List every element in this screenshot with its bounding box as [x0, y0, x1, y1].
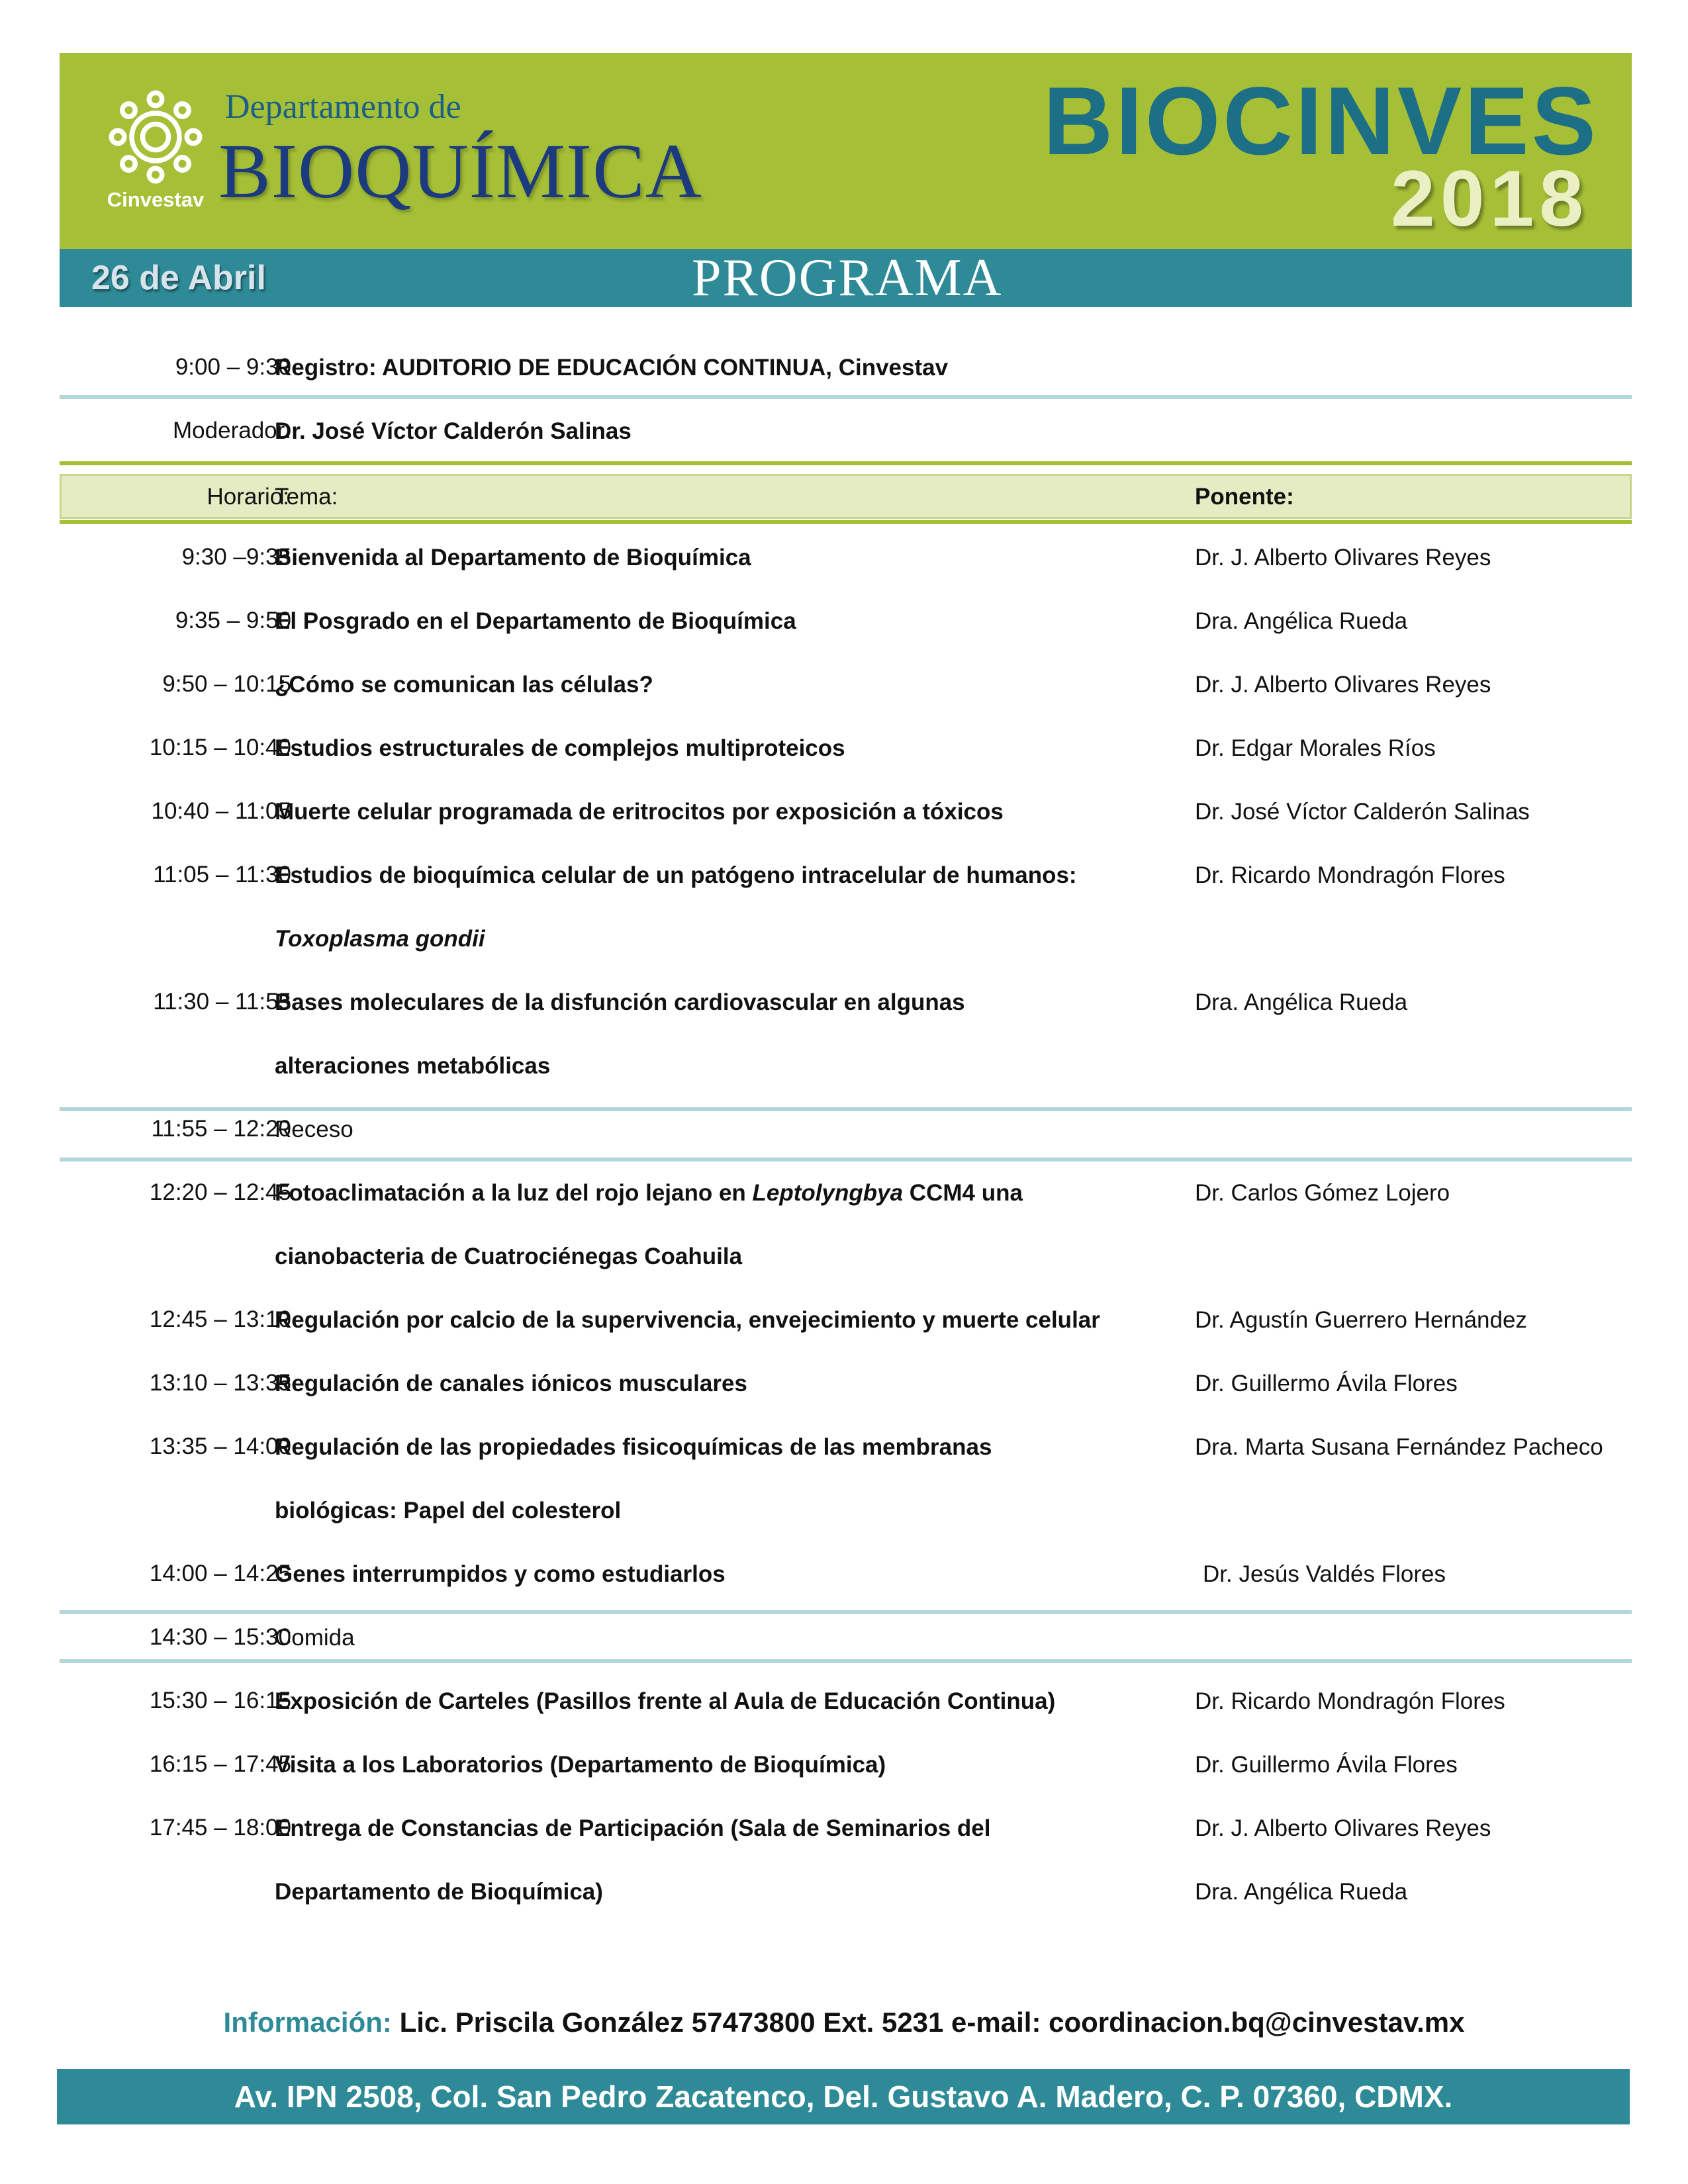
column-header-topic: Tema:: [275, 484, 338, 510]
row-topic: Estudios de bioquímica celular de un patógeno intracelular de humanos:: [275, 862, 1077, 888]
table-row-continuation: [60, 907, 1632, 971]
row-speaker: Dr. Agustín Guerrero Hernández: [1195, 1307, 1527, 1333]
program-bar: [60, 249, 1632, 307]
row-time: 16:15 – 17:45: [149, 1751, 291, 1777]
row-speaker: Dr. J. Alberto Olivares Reyes: [1195, 545, 1491, 570]
row-time: 12:45 – 13:10: [149, 1306, 291, 1332]
table-row: [60, 1543, 1632, 1606]
row-topic: Visita a los Laboratorios (Departamento de Bioquímica): [275, 1752, 886, 1778]
table-row: [60, 1416, 1632, 1479]
row-topic-line2: biológicas: Papel del colesterol: [275, 1498, 622, 1524]
table-row: [60, 1289, 1632, 1352]
registration-time: 9:00 – 9:30: [175, 354, 291, 380]
row-time: 9:35 – 9:50: [175, 608, 291, 633]
row-speaker: Dr. José Víctor Calderón Salinas: [1195, 799, 1530, 825]
row-topic: [275, 1161, 1201, 1225]
row-time: 9:50 – 10:15: [162, 671, 291, 697]
row-time: 10:15 – 10:40: [149, 735, 291, 760]
row-topic: Muerte celular programada de eritrocitos por exposición a tóxicos: [275, 799, 1004, 825]
row-topic-line2: alteraciones metabólicas: [275, 1053, 551, 1079]
row-speaker: Dr. Edgar Morales Ríos: [1195, 735, 1436, 761]
row-topic: Regulación de canales iónicos musculares: [275, 1371, 747, 1396]
table-row: [60, 526, 1632, 590]
row-topic: Regulación de las propiedades fisicoquímicas de las membranas: [275, 1434, 992, 1460]
row-speaker: Dr. J. Alberto Olivares Reyes: [1195, 1815, 1491, 1841]
address-text: Av. IPN 2508, Col. San Pedro Zacatenco, Del. Gustavo A. Madero, C. P. 07360, CDMX.: [234, 2079, 1453, 2114]
row-topic: Estudios estructurales de complejos multiproteicos: [275, 735, 845, 761]
row-speaker-line2: Dra. Angélica Rueda: [1195, 1879, 1408, 1905]
table-row: [60, 844, 1632, 907]
table-row: [60, 1352, 1632, 1416]
row-topic: El Posgrado en el Departamento de Bioquímica: [275, 608, 796, 634]
department-subtitle: Departamento de: [225, 88, 461, 126]
row-speaker: Dr. Guillermo Ávila Flores: [1195, 1371, 1458, 1396]
event-date: 26 de Abril: [91, 259, 266, 297]
row-time: 10:40 – 11:05: [151, 798, 291, 824]
row-topic: Bienvenida al Departamento de Bioquímica: [275, 545, 751, 570]
row-topic-genus: Leptolyngbya: [752, 1180, 904, 1206]
logo-caption: Cinvestav: [107, 188, 205, 211]
divider: [60, 461, 1632, 465]
department-title: BIOQUÍMICA: [218, 128, 703, 214]
row-time: 11:30 – 11:55: [153, 989, 291, 1015]
row-time: 15:30 – 16:15: [149, 1688, 291, 1713]
registration-row: [60, 336, 1632, 400]
row-speaker: Dra. Marta Susana Fernández Pacheco: [1195, 1434, 1603, 1460]
table-row: [60, 1670, 1632, 1733]
moderator-label: Moderador:: [173, 418, 291, 443]
row-speaker: Dra. Angélica Rueda: [1195, 989, 1408, 1015]
divider: [60, 395, 1632, 399]
row-speaker: Dra. Angélica Rueda: [1195, 608, 1408, 634]
event-name: BIOCINVES: [1043, 67, 1599, 175]
table-row-continuation: [60, 1479, 1632, 1543]
table-row: [60, 971, 1632, 1034]
column-header-speaker: Ponente:: [1195, 484, 1294, 510]
row-speaker: Dr. Guillermo Ávila Flores: [1195, 1752, 1458, 1778]
row-speaker: Dr. J. Alberto Olivares Reyes: [1195, 672, 1491, 698]
moderator-row: [60, 400, 1632, 463]
table-row: [60, 590, 1632, 653]
table-row: [60, 1797, 1632, 1860]
table-row: [60, 1161, 1632, 1225]
table-row-continuation: [60, 1225, 1632, 1289]
address-bar: [57, 2069, 1630, 2124]
column-headers: [60, 474, 1632, 519]
row-time: 12:20 – 12:45: [149, 1179, 291, 1205]
row-speaker: Dr. Carlos Gómez Lojero: [1195, 1180, 1450, 1206]
divider: [60, 1659, 1632, 1663]
row-topic: Exposición de Carteles (Pasillos frente al Aula de Educación Continua): [275, 1688, 1056, 1714]
row-topic: ¿Cómo se comunican las células?: [275, 672, 653, 698]
contact-info: [0, 2007, 1688, 2038]
registration-text: Registro: AUDITORIO DE EDUCACIÓN CONTINUA, Cinvestav: [275, 355, 949, 381]
info-text: Lic. Priscila González 57473800 Ext. 5231 e-mail: coordinacion.bq@cinvestav.mx: [399, 2007, 1465, 2038]
program-title: PROGRAMA: [692, 249, 1003, 307]
row-topic: Entrega de Constancias de Participación (Sala de Seminarios del: [275, 1815, 991, 1841]
moderator-name: Dr. José Víctor Calderón Salinas: [275, 418, 632, 444]
row-time: 11:05 – 11:30: [153, 862, 291, 887]
break-label: Comida: [275, 1625, 355, 1651]
row-topic: Bases moleculares de la disfunción cardiovascular en algunas: [275, 989, 965, 1015]
table-row-continuation: [60, 1034, 1632, 1098]
event-year: 2018: [1391, 154, 1589, 243]
table-row: [60, 653, 1632, 717]
info-label: Información:: [223, 2007, 392, 2038]
break-time: 14:30 – 15:30: [149, 1624, 291, 1650]
row-time: 13:10 – 13:35: [149, 1370, 291, 1396]
row-time: 14:00 – 14:25: [149, 1561, 291, 1586]
row-topic-post: CCM4 una: [903, 1180, 1023, 1206]
row-topic-line2: Departamento de Bioquímica): [275, 1879, 603, 1905]
row-topic: Regulación por calcio de la supervivencia, envejecimiento y muerte celular: [275, 1307, 1100, 1333]
break-time: 11:55 – 12:20: [151, 1116, 291, 1142]
row-topic-line2: cianobacteria de Cuatrociénegas Coahuila: [275, 1244, 743, 1269]
table-row-continuation: [60, 1860, 1632, 1924]
row-speaker: Dr. Ricardo Mondragón Flores: [1195, 1688, 1505, 1714]
row-topic-pre: Fotoaclimatación a la luz del rojo lejano en: [275, 1180, 753, 1206]
break-row: [60, 1098, 1632, 1161]
row-time: 13:35 – 14:00: [149, 1433, 291, 1459]
row-topic: Genes interrumpidos y como estudiarlos: [275, 1561, 726, 1587]
table-row: [60, 717, 1632, 780]
row-topic-species: Toxoplasma gondii: [275, 926, 485, 952]
header-banner: [60, 53, 1632, 249]
column-header-time: Horario:: [207, 484, 289, 510]
row-speaker: Dr. Ricardo Mondragón Flores: [1195, 862, 1505, 888]
row-time: 9:30 –9:35: [181, 544, 291, 570]
row-time: 17:45 – 18:00: [149, 1815, 291, 1841]
cinvestav-logo-icon: [106, 87, 205, 187]
divider: [60, 520, 1632, 524]
row-speaker: Dr. Jesús Valdés Flores: [1203, 1561, 1446, 1587]
break-label: Receso: [275, 1116, 353, 1142]
table-row: [60, 780, 1632, 844]
table-row: [60, 1733, 1632, 1797]
